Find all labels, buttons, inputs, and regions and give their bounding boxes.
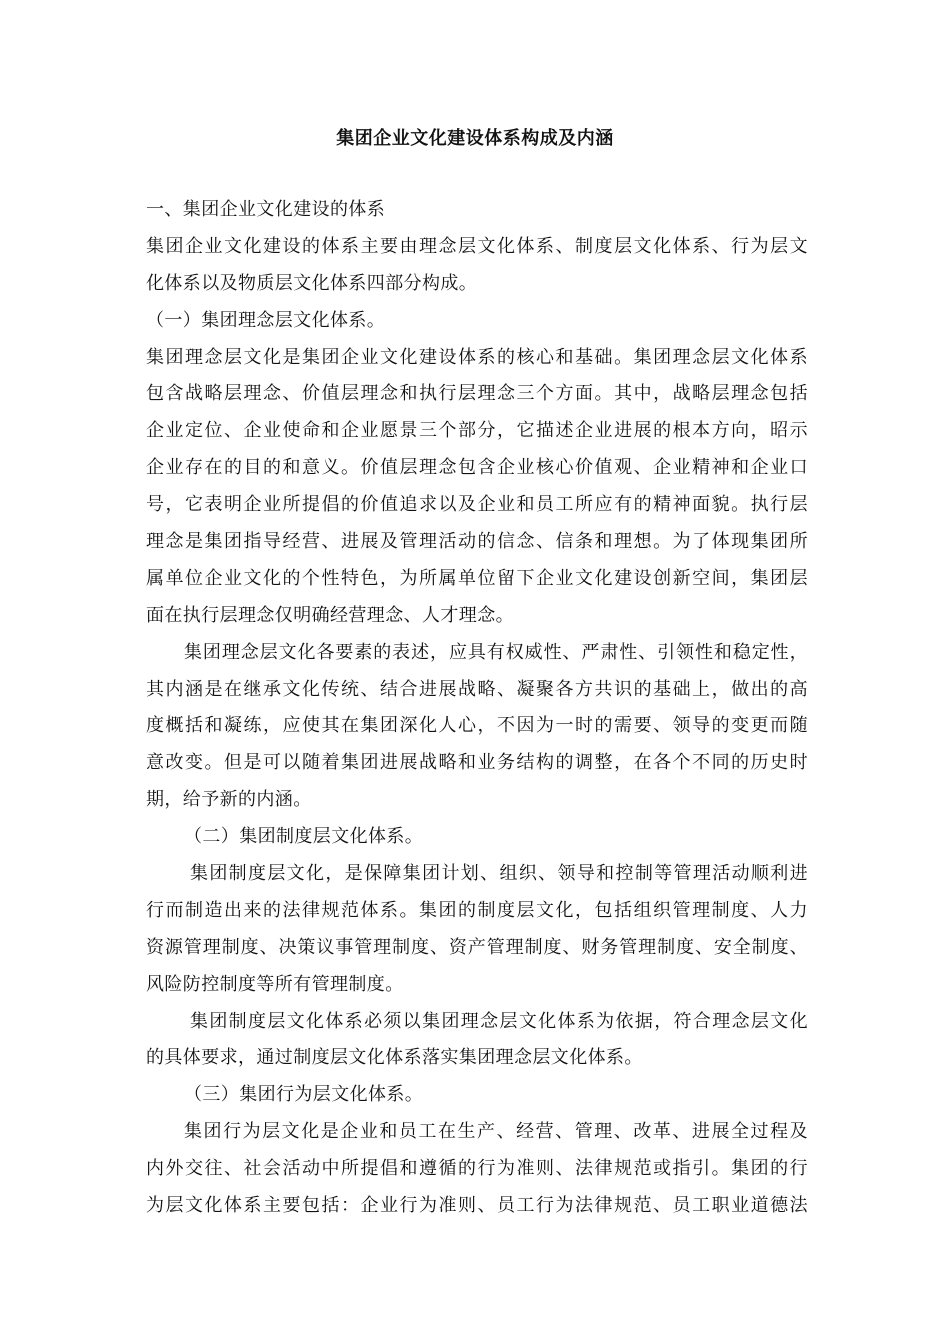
paragraph-line: 其内涵是在继承文化传统、结合进展战略、凝聚各方共识的基础上，做出的高 [146,678,808,700]
paragraph-line: 集团理念层文化各要素的表述，应具有权威性、严肃性、引领性和稳定性， [184,641,808,663]
paragraph-line: 面在执行层理念仅明确经营理念、人才理念。 [146,604,514,626]
paragraph-line: 为层文化体系主要包括：企业行为准则、员工行为法律规范、员工职业道德法 [146,1195,808,1217]
subsection-heading-2: （二）集团制度层文化体系。 [184,826,424,848]
paragraph-line: 资源管理制度、决策议事管理制度、资产管理制度、财务管理制度、安全制度、 [146,936,808,958]
section-heading-1: 一、集团企业文化建设的体系 [146,199,386,220]
paragraph-line: 号，它表明企业所提倡的价值追求以及企业和员工所应有的精神面貌。执行层 [146,494,808,516]
paragraph-line: 集团制度层文化体系必须以集团理念层文化体系为依据，符合理念层文化 [190,1010,808,1032]
paragraph-line: 集团行为层文化是企业和员工在生产、经营、管理、改革、进展全过程及 [184,1121,808,1143]
paragraph-line: 度概括和凝练，应使其在集团深化人心，不因为一时的需要、领导的变更而随 [146,715,808,737]
paragraph-line: 企业定位、企业使命和企业愿景三个部分，它描述企业进展的根本方向，昭示 [146,420,808,442]
document-title: 集团企业文化建设体系构成及内涵 [336,128,614,149]
paragraph-line: 的具体要求，通过制度层文化体系落实集团理念层文化体系。 [146,1047,643,1069]
paragraph-line: 意改变。但是可以随着集团进展战略和业务结构的调整，在各个不同的历史时 [146,752,808,774]
paragraph-line: 企业存在的目的和意义。价值层理念包含企业核心价值观、企业精神和企业口 [146,457,808,479]
paragraph-line: 风险防控制度等所有管理制度。 [146,973,404,995]
paragraph-line: 集团企业文化建设的体系主要由理念层文化体系、制度层文化体系、行为层文 [146,235,808,257]
paragraph-line: 集团制度层文化，是保障集团计划、组织、领导和控制等管理活动顺利进 [190,863,808,885]
paragraph-line: 属单位企业文化的个性特色，为所属单位留下企业文化建设创新空间，集团层 [146,567,808,589]
document-body [146,192,808,1225]
paragraph-line: 理念是集团指导经营、进展及管理活动的信念、信条和理想。为了体现集团所 [146,531,808,553]
paragraph-line: 期，给予新的内涵。 [146,789,312,811]
paragraph-line: 行而制造出来的法律规范体系。集团的制度层文化，包括组织管理制度、人力 [146,899,808,921]
subsection-heading-3: （三）集团行为层文化体系。 [184,1084,424,1106]
paragraph-line: 内外交往、社会活动中所提倡和遵循的行为准则、法律规范或指引。集团的行 [146,1158,808,1180]
subsection-heading-1: （一）集团理念层文化体系。 [146,309,386,331]
paragraph-line: 化体系以及物质层文化体系四部分构成。 [146,272,478,294]
paragraph-line: 包含战略层理念、价值层理念和执行层理念三个方面。其中，战略层理念包括 [146,383,808,405]
paragraph-line: 集团理念层文化是集团企业文化建设体系的核心和基础。集团理念层文化体系 [146,346,808,368]
